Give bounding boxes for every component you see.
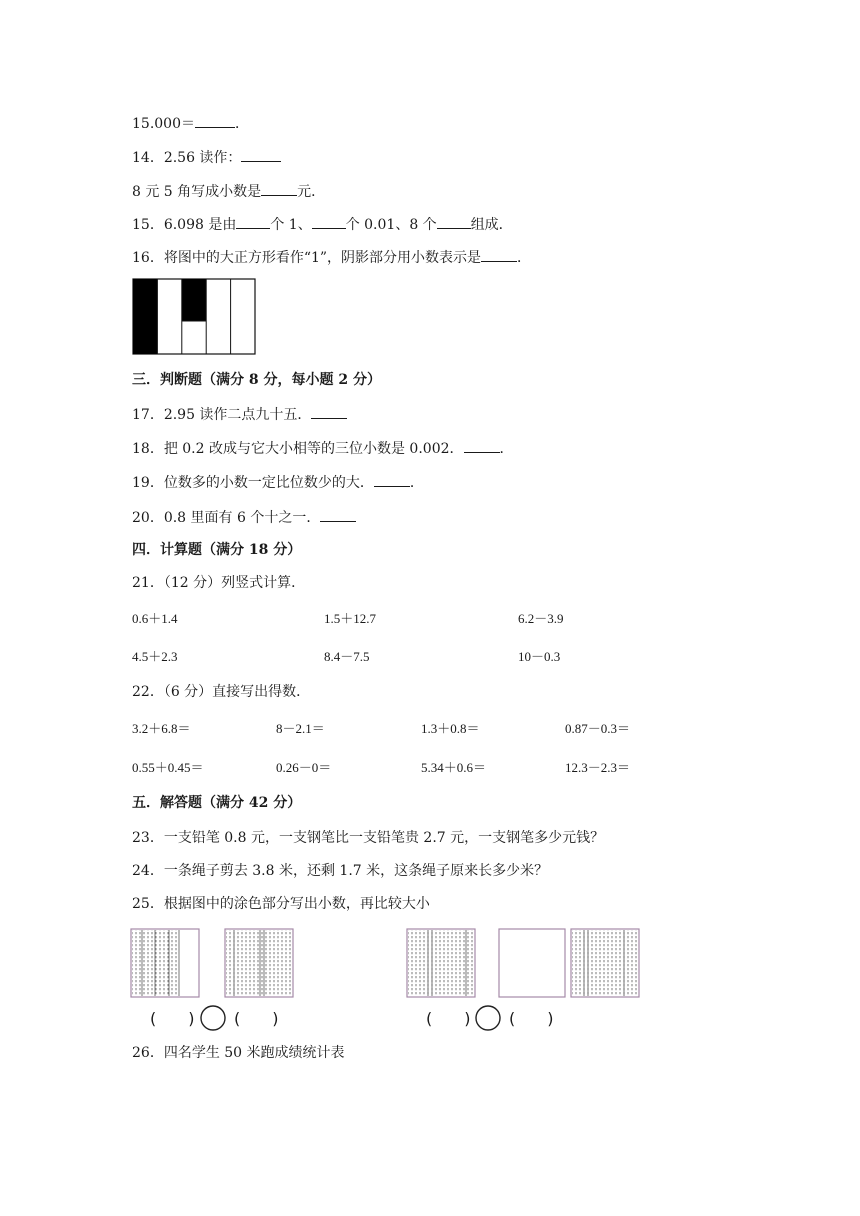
q14b-line [132, 181, 325, 202]
answer-blank[interactable] [374, 472, 410, 487]
calc21-item: 8.4－7.5 [324, 649, 370, 664]
q15-text-a: 15．6.098 是由 [132, 217, 237, 233]
calc21-item: 6.2－3.9 [518, 611, 564, 626]
answer-blank[interactable] [312, 214, 346, 229]
compare-left-paren-a[interactable]: ( ) [150, 1009, 195, 1028]
q15-text-c: 个 0.01、8 个 [345, 217, 437, 233]
q25-grid-right-c [570, 928, 642, 998]
q25-text: 25．根据图中的涂色部分写出小数，再比较大小 [132, 896, 430, 912]
q25-grid-left-a [130, 928, 202, 998]
q15-line [132, 214, 513, 235]
q17-text: 17．2.95 读作二点九十五． [132, 407, 312, 423]
answer-blank[interactable] [437, 214, 471, 229]
q19-text: 19．位数多的小数一定比位数少的大． [132, 475, 374, 491]
section-3-heading: 三．判断题（满分 8 分，每小题 2 分） [132, 372, 381, 388]
q25-grid-left-b [224, 928, 296, 998]
calc22-item: 0.26－0＝ [276, 760, 332, 775]
q16-end: ． [517, 250, 532, 266]
calc22-item: 0.55＋0.45＝ [132, 760, 204, 775]
q20-line [132, 507, 356, 528]
q16-line [132, 247, 531, 268]
q18-text: 18．把 0.2 改成与它大小相等的三位小数是 0.002． [132, 441, 464, 457]
calc22-item: 5.34＋0.6＝ [421, 760, 487, 775]
answer-blank[interactable] [464, 438, 500, 453]
answer-blank[interactable] [236, 214, 270, 229]
q26-text: 26．四名学生 50 米跑成绩统计表 [132, 1045, 345, 1061]
q23-text: 23．一支铅笔 0.8 元，一支钢笔比一支铅笔贵 2.7 元，一支钢笔多少元钱？ [132, 830, 605, 846]
q20-text: 20．0.8 里面有 6 个十之一． [132, 510, 321, 526]
answer-blank[interactable] [320, 507, 356, 522]
compare-right-paren-b[interactable]: ( ) [509, 1009, 554, 1028]
q19-line [132, 472, 424, 493]
q14b-end: 元． [297, 184, 326, 200]
calc21-item: 4.5＋2.3 [132, 649, 178, 664]
q25-grid-right-a [406, 928, 478, 998]
q18-line [132, 438, 514, 459]
q14-line [132, 147, 281, 168]
q14-text: 14．2.56 读作： [132, 150, 242, 166]
section-5-heading: 五．解答题（满分 42 分） [132, 795, 302, 811]
q13b-line [132, 113, 249, 134]
q25-grid-right-b-empty [498, 928, 568, 998]
q14b-text: 8 元 5 角写成小数是 [132, 184, 262, 200]
q18-end: ． [499, 441, 514, 457]
q15-text-d: 组成． [470, 217, 513, 233]
q16-square-figure [132, 278, 258, 356]
q19-end: ． [409, 475, 424, 491]
calc22-item: 0.87－0.3＝ [565, 721, 631, 736]
section-4-heading: 四．计算题（满分 18 分） [132, 542, 302, 558]
q13b-text: 15.000＝ [132, 116, 195, 132]
calc21-item: 0.6＋1.4 [132, 611, 178, 626]
calc22-item: 12.3－2.3＝ [565, 760, 631, 775]
calc22-item: 1.3＋0.8＝ [421, 721, 480, 736]
answer-blank[interactable] [481, 247, 517, 262]
q22-prompt: 22．（6 分）直接写出得数． [132, 684, 311, 700]
answer-blank[interactable] [241, 147, 281, 162]
answer-blank[interactable] [311, 404, 347, 419]
calc22-item: 3.2＋6.8＝ [132, 721, 191, 736]
calc21-item: 10－0.3 [518, 649, 561, 664]
compare-left-paren-b[interactable]: ( ) [234, 1009, 279, 1028]
q24-text: 24．一条绳子剪去 3.8 米，还剩 1.7 米，这条绳子原来长多少米？ [132, 863, 549, 879]
q15-text-b: 个 1、 [270, 217, 312, 233]
calc22-item: 8－2.1＝ [276, 721, 325, 736]
compare-right-paren-a[interactable]: ( ) [426, 1009, 471, 1028]
answer-blank[interactable] [261, 181, 297, 196]
compare-circle-left[interactable] [199, 1004, 227, 1032]
q21-prompt: 21．（12 分）列竖式计算． [132, 575, 306, 591]
q16-text: 16．将图中的大正方形看作“1”，阴影部分用小数表示是 [132, 250, 482, 266]
answer-blank[interactable] [195, 113, 235, 128]
q17-line [132, 404, 347, 425]
calc21-item: 1.5＋12.7 [324, 611, 377, 626]
compare-circle-right[interactable] [474, 1004, 502, 1032]
q13b-end: ． [235, 116, 249, 132]
